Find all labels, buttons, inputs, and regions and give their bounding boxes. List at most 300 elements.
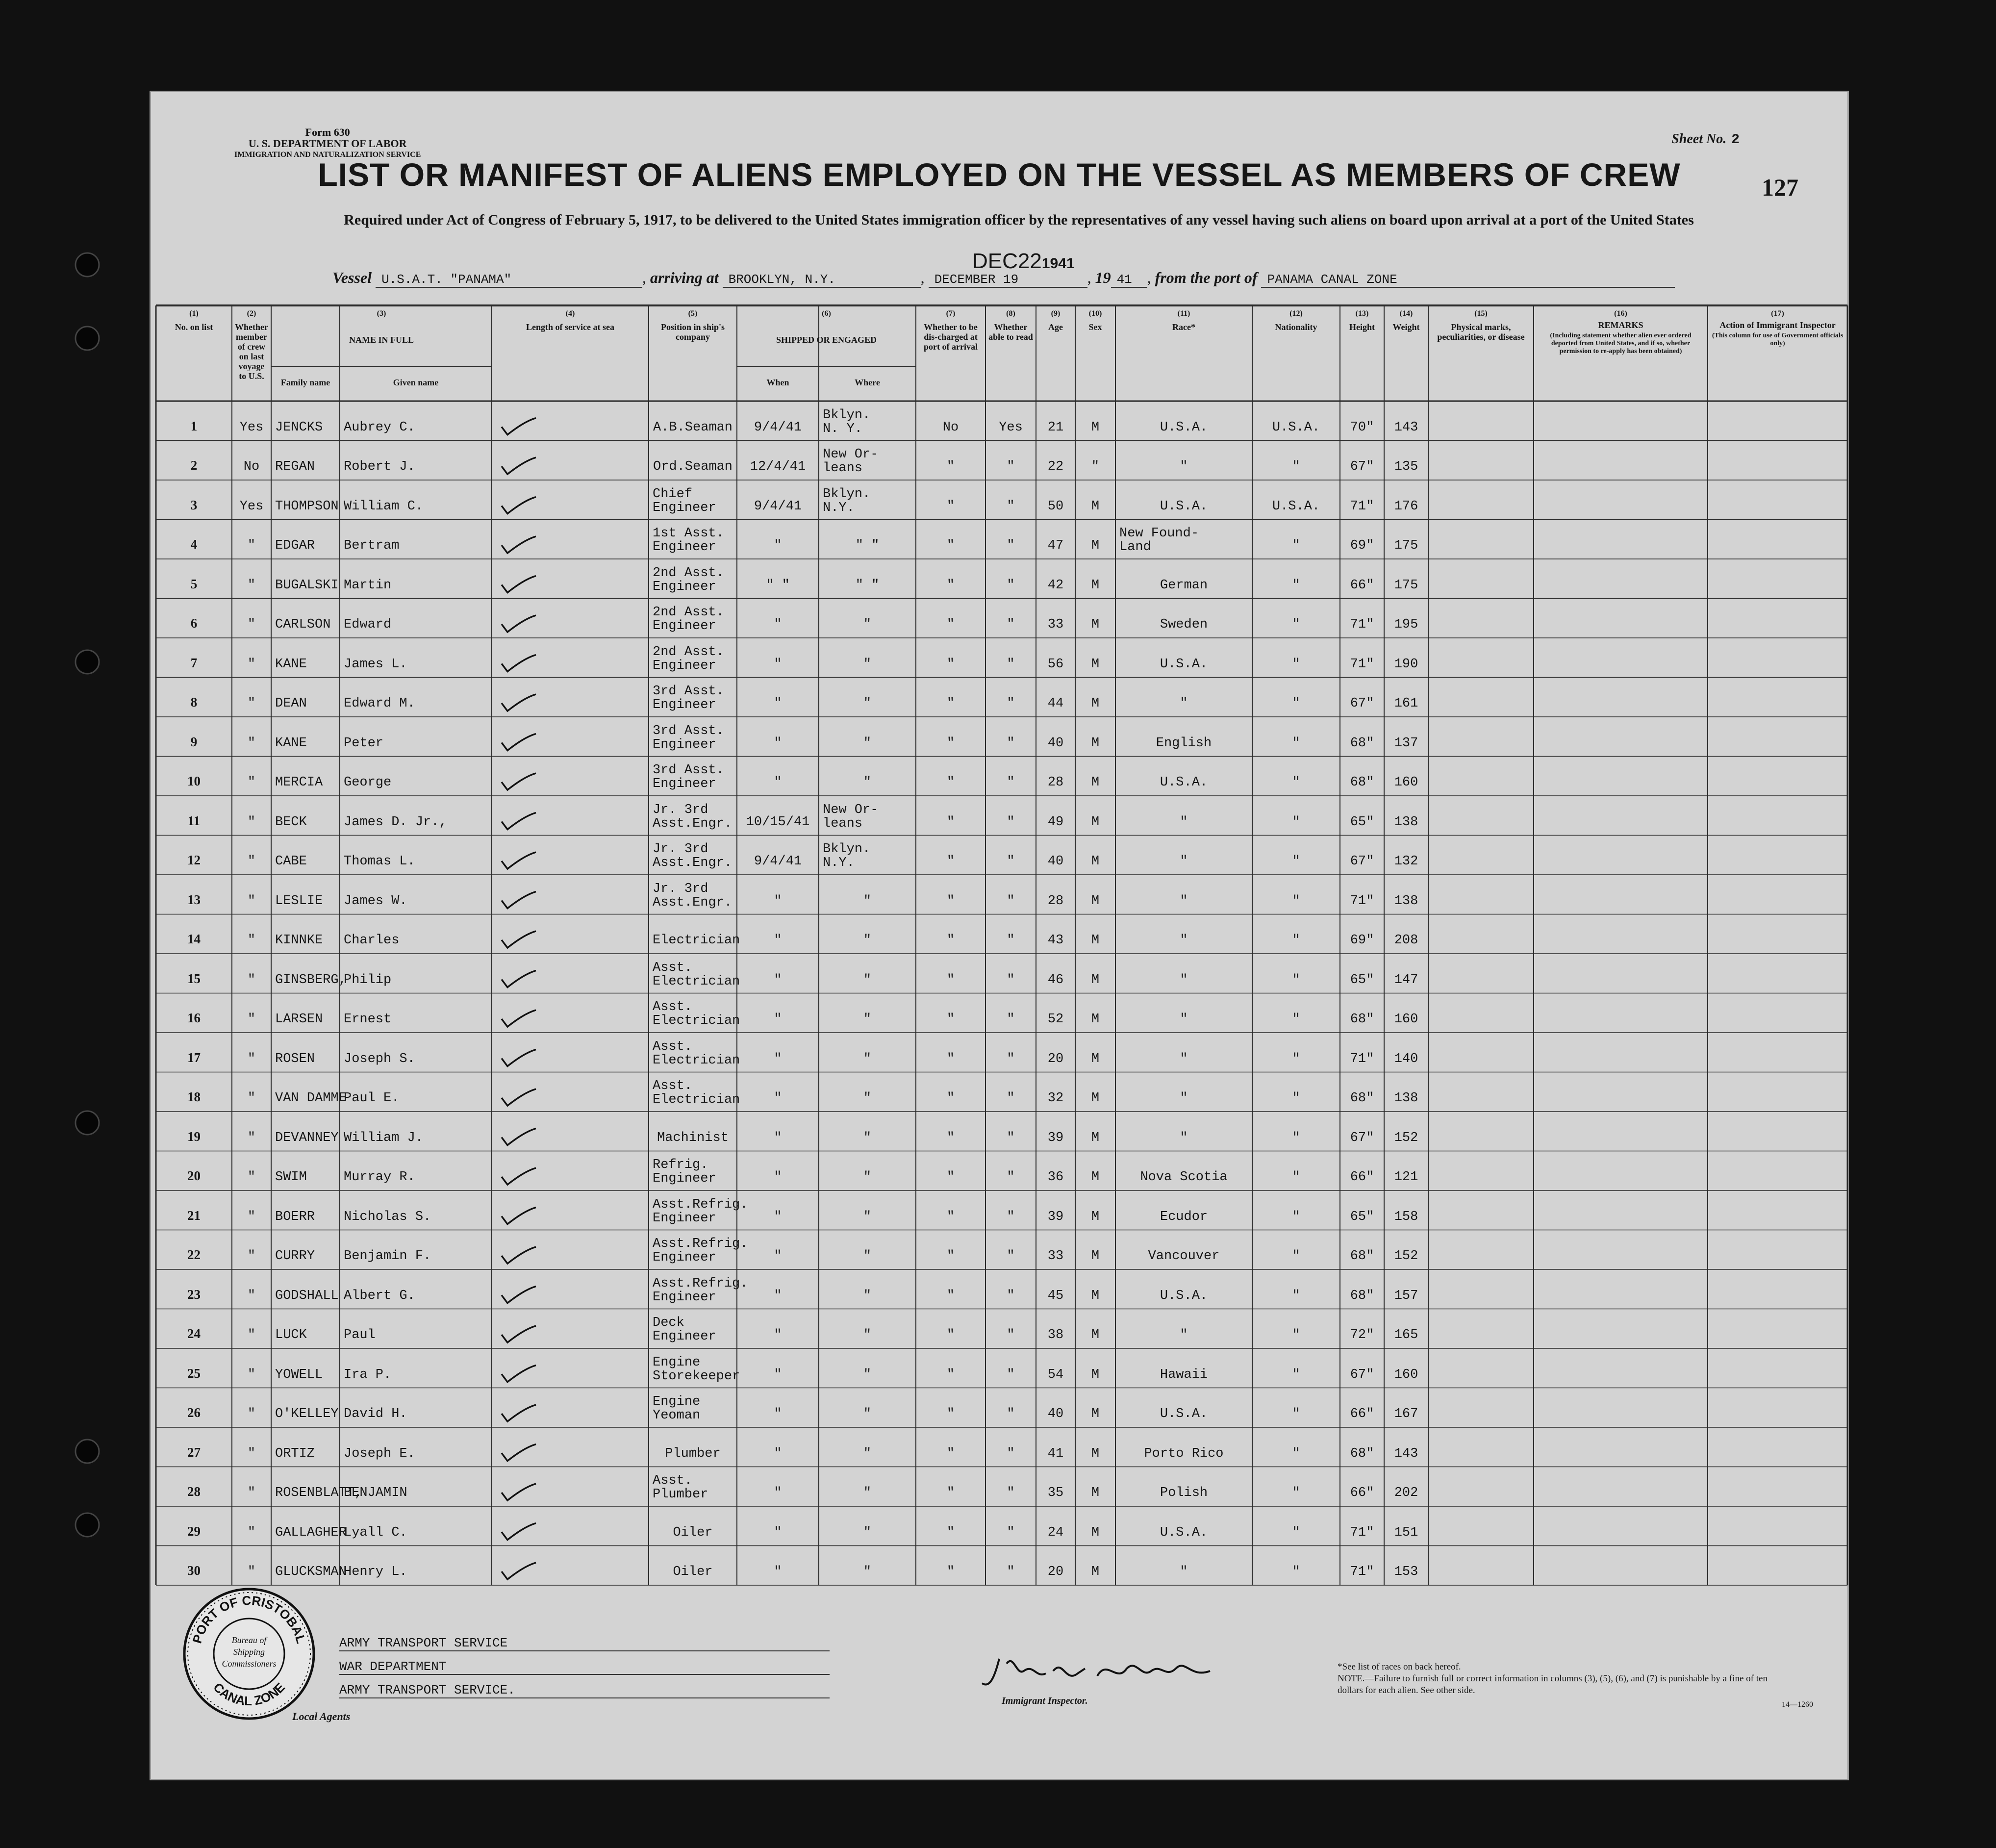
shipped-when: 9/4/41	[754, 854, 802, 869]
position: Asst. Electrician	[653, 1079, 740, 1107]
column-number: (16)	[1614, 309, 1627, 318]
weight: 160	[1394, 1012, 1418, 1027]
column-subheader: Given name	[393, 378, 439, 387]
shipped-where: "	[863, 933, 872, 948]
previous-voyage: Yes	[239, 499, 264, 514]
family-name: ROSEN	[275, 1051, 315, 1066]
age: 50	[1047, 499, 1064, 514]
position: 3rd Asst. Engineer	[653, 684, 724, 712]
position: A.B.Seaman	[653, 420, 733, 435]
column-note: (Including statement whether alien ever ordered deported from United States, and if so, whether permission to re-apply has been obtained)	[1550, 332, 1692, 355]
nationality: "	[1292, 1446, 1300, 1461]
shipped-when: "	[774, 1288, 782, 1303]
height: 68"	[1350, 1446, 1374, 1461]
position: Asst. Electrician	[653, 1000, 740, 1028]
shipped-when: "	[774, 1565, 782, 1579]
position: 2nd Asst. Engineer	[653, 644, 724, 673]
column-header: Weight	[1392, 322, 1420, 332]
able-to-read: "	[1007, 1170, 1015, 1185]
previous-voyage: "	[247, 578, 256, 593]
sex: M	[1091, 1091, 1100, 1106]
family-name: ORTIZ	[275, 1446, 315, 1461]
previous-voyage: "	[247, 1209, 256, 1224]
service-check-mark	[502, 1168, 536, 1185]
shipped-where: "	[863, 775, 872, 790]
sex: M	[1091, 1446, 1100, 1461]
previous-voyage: No	[243, 459, 260, 474]
column-number: (5)	[688, 309, 698, 318]
previous-voyage: "	[247, 1525, 256, 1540]
family-name: CABE	[275, 854, 307, 869]
port-seal	[180, 1585, 318, 1722]
race: Polish	[1160, 1486, 1208, 1500]
row-number: 22	[187, 1247, 201, 1262]
column-number: (9)	[1051, 309, 1061, 318]
position: Asst. Electrician	[653, 1039, 740, 1068]
weight: 157	[1394, 1288, 1418, 1303]
service-check-mark	[502, 1247, 536, 1264]
given-name: Joseph E.	[344, 1446, 415, 1461]
row-number: 29	[187, 1523, 201, 1539]
height: 69"	[1350, 933, 1374, 948]
family-name: VAN DAMME	[275, 1091, 347, 1106]
nationality: "	[1292, 1051, 1300, 1066]
nationality: "	[1292, 538, 1300, 553]
given-name: Nicholas S.	[344, 1209, 431, 1224]
given-name: Paul E.	[344, 1091, 400, 1106]
shipped-where: "	[863, 1328, 872, 1342]
age: 28	[1047, 775, 1064, 790]
previous-voyage: "	[247, 735, 256, 751]
shipped-where: New Or- leans	[823, 802, 879, 831]
given-name: James L.	[344, 657, 407, 672]
discharged: "	[946, 1525, 955, 1540]
able-to-read: "	[1007, 696, 1015, 711]
given-name: William J.	[344, 1130, 424, 1145]
column-header: Age	[1048, 322, 1063, 332]
able-to-read: "	[1007, 499, 1015, 514]
sex: M	[1091, 657, 1100, 672]
shipped-where: " "	[855, 538, 880, 553]
family-name: KANE	[275, 657, 307, 672]
shipped-when: "	[774, 1328, 782, 1342]
weight: 195	[1394, 617, 1418, 632]
column-number: (14)	[1399, 309, 1413, 318]
service-check-mark	[502, 418, 536, 435]
sex: "	[1091, 459, 1100, 474]
height: 71"	[1350, 617, 1374, 632]
row-number: 7	[190, 655, 198, 670]
discharged: "	[946, 1249, 955, 1264]
shipped-when: 9/4/41	[754, 499, 802, 514]
sex: M	[1091, 696, 1100, 711]
sex: M	[1091, 1367, 1100, 1382]
previous-voyage: "	[247, 1051, 256, 1066]
family-name: YOWELL	[275, 1367, 323, 1382]
races-note: *See list of races on back hereof.	[1338, 1662, 1461, 1672]
sheet-value: 2	[1731, 132, 1740, 148]
family-name: JENCKS	[275, 420, 323, 435]
weight: 190	[1394, 657, 1418, 672]
previous-voyage: "	[247, 1367, 256, 1382]
position: Asst.Refrig. Engineer	[653, 1276, 748, 1305]
family-name: BOERR	[275, 1209, 315, 1224]
weight: 135	[1394, 459, 1418, 474]
sex: M	[1091, 1565, 1100, 1579]
column-number: (13)	[1355, 309, 1369, 318]
able-to-read: Yes	[999, 420, 1023, 435]
sex: M	[1091, 617, 1100, 632]
race: "	[1180, 459, 1188, 474]
arriving-label: arriving at	[650, 269, 719, 286]
able-to-read: "	[1007, 1446, 1015, 1461]
discharged: "	[946, 893, 955, 909]
race: "	[1180, 1091, 1188, 1106]
given-name: Robert J.	[344, 459, 415, 474]
sex: M	[1091, 933, 1100, 948]
height: 70"	[1350, 420, 1374, 435]
failure-note: NOTE.—Failure to furnish full or correct information in columns (3), (5), (6), and (7) is punishable by a fine of ten dollars for each alien. See other side.	[1338, 1673, 1768, 1696]
shipped-where: "	[863, 1249, 872, 1264]
age: 32	[1047, 1091, 1064, 1106]
age: 56	[1047, 657, 1064, 672]
service-check-mark	[502, 971, 536, 987]
row-number: 15	[187, 971, 201, 986]
family-name: SWIM	[275, 1170, 307, 1185]
able-to-read: "	[1007, 1328, 1015, 1342]
shipped-where: "	[863, 972, 872, 987]
sex: M	[1091, 1170, 1100, 1185]
service-check-mark	[502, 457, 536, 474]
nationality: U.S.A.	[1272, 499, 1320, 514]
position: Machinist	[657, 1130, 729, 1145]
height: 68"	[1350, 1288, 1374, 1303]
service-check-mark	[502, 1129, 536, 1145]
nationality: "	[1292, 854, 1300, 869]
row-number: 4	[190, 537, 198, 552]
weight: 158	[1394, 1209, 1418, 1224]
position: Refrig. Engineer	[653, 1158, 716, 1186]
able-to-read: "	[1007, 538, 1015, 553]
previous-voyage: "	[247, 1407, 256, 1421]
column-header: Whether able to read	[988, 322, 1033, 342]
discharged: "	[946, 1565, 955, 1579]
arrival-date: DECEMBER 19	[929, 272, 1087, 288]
race: "	[1180, 972, 1188, 987]
family-name: CURRY	[275, 1249, 315, 1264]
height: 71"	[1350, 657, 1374, 672]
service-check-mark	[502, 1010, 536, 1027]
family-name: BUGALSKI	[275, 578, 339, 593]
service-check-mark	[502, 1366, 536, 1382]
age: 22	[1047, 459, 1064, 474]
position: 3rd Asst. Engineer	[653, 763, 724, 791]
shipped-where: "	[863, 1407, 872, 1421]
age: 21	[1047, 420, 1064, 435]
column-subheader: When	[766, 378, 789, 387]
column-header: Nationality	[1275, 322, 1317, 332]
family-name: MERCIA	[275, 775, 323, 790]
age: 35	[1047, 1486, 1064, 1500]
nationality: "	[1292, 1012, 1300, 1027]
family-name: BECK	[275, 814, 307, 830]
given-name: Martin	[344, 578, 392, 593]
age: 20	[1047, 1051, 1064, 1066]
given-name: Joseph S.	[344, 1051, 415, 1066]
discharged: "	[946, 1407, 955, 1421]
previous-voyage: "	[247, 696, 256, 711]
shipped-when: "	[774, 1051, 782, 1066]
sex: M	[1091, 1407, 1100, 1421]
service-check-mark	[502, 1444, 536, 1461]
nationality: "	[1292, 617, 1300, 632]
previous-voyage: "	[247, 893, 256, 909]
race: "	[1180, 1565, 1188, 1579]
shipped-where: "	[863, 735, 872, 751]
height: 68"	[1350, 1249, 1374, 1264]
age: 45	[1047, 1288, 1064, 1303]
race: U.S.A.	[1160, 1407, 1208, 1421]
column-header: Race*	[1172, 322, 1195, 332]
sex: M	[1091, 499, 1100, 514]
shipped-where: "	[863, 617, 872, 632]
arrival-port: BROOKLYN, N.Y.	[723, 272, 921, 288]
height: 67"	[1350, 854, 1374, 869]
shipped-where: New Or- leans	[823, 447, 879, 476]
age: 47	[1047, 538, 1064, 553]
shipped-when: "	[774, 933, 782, 948]
given-name: Ira P.	[344, 1367, 392, 1382]
weight: 165	[1394, 1328, 1418, 1342]
previous-voyage: "	[247, 1486, 256, 1500]
weight: 153	[1394, 1565, 1418, 1579]
age: 38	[1047, 1328, 1064, 1342]
given-name: James W.	[344, 893, 407, 909]
sex: M	[1091, 1525, 1100, 1540]
given-name: Aubrey C.	[344, 420, 415, 435]
page-title: LIST OR MANIFEST OF ALIENS EMPLOYED ON THE VESSEL AS MEMBERS OF CREW	[318, 156, 1681, 193]
sex: M	[1091, 1486, 1100, 1500]
position: 3rd Asst. Engineer	[653, 723, 724, 752]
previous-voyage: "	[247, 617, 256, 632]
row-number: 6	[190, 616, 198, 631]
family-name: ROSENBLATT,	[275, 1486, 363, 1500]
given-name: Ernest	[344, 1012, 392, 1027]
inspector-signature	[980, 1649, 1215, 1693]
given-name: Paul	[344, 1328, 376, 1342]
sex: M	[1091, 420, 1100, 435]
previous-voyage: "	[247, 1012, 256, 1027]
shipped-when: "	[774, 1091, 782, 1106]
service-check-mark	[502, 931, 536, 948]
shipped-where: "	[863, 1446, 872, 1461]
sex: M	[1091, 1209, 1100, 1224]
height: 68"	[1350, 735, 1374, 751]
row-number: 1	[190, 418, 198, 433]
discharged: "	[946, 696, 955, 711]
shipped-where: "	[863, 1525, 872, 1540]
row-number: 16	[187, 1011, 201, 1025]
family-name: KINNKE	[275, 933, 323, 948]
previous-voyage: "	[247, 657, 256, 672]
discharged: "	[946, 1446, 955, 1461]
position: Oiler	[673, 1525, 713, 1540]
column-header: REMARKS	[1598, 320, 1643, 330]
position: Oiler	[673, 1565, 713, 1579]
nationality: "	[1292, 1486, 1300, 1500]
binder-hole	[76, 1513, 99, 1537]
given-name: Murray R.	[344, 1170, 415, 1185]
shipped-when: 12/4/41	[750, 459, 806, 474]
given-name: Bertram	[344, 538, 400, 553]
binder-hole	[76, 1111, 99, 1135]
able-to-read: "	[1007, 1249, 1015, 1264]
service-check-mark	[502, 1208, 536, 1224]
shipped-where: "	[863, 893, 872, 909]
shipped-when: "	[774, 696, 782, 711]
row-number: 12	[187, 853, 201, 867]
able-to-read: "	[1007, 1091, 1015, 1106]
service-check-mark	[502, 576, 536, 593]
family-name: GALLAGHER	[275, 1525, 347, 1540]
position: 2nd Asst. Engineer	[653, 565, 724, 594]
svg-text:Commissioners: Commissioners	[222, 1659, 277, 1669]
subtitle: Required under Act of Congress of February 5, 1917, to be delivered to the United States immigration officer by the representatives of any vessel having such aliens on board upon arrival at a port of the United States	[344, 212, 1694, 228]
svg-text:Bureau of: Bureau of	[231, 1635, 267, 1645]
race: U.S.A.	[1160, 1288, 1208, 1303]
weight: 138	[1394, 893, 1418, 909]
age: 24	[1047, 1525, 1064, 1540]
service-check-mark	[502, 615, 536, 632]
previous-voyage: "	[247, 972, 256, 987]
service-check-mark	[502, 497, 536, 514]
weight: 167	[1394, 1407, 1418, 1421]
able-to-read: "	[1007, 1288, 1015, 1303]
column-number: (8)	[1006, 309, 1015, 318]
family-name: O'KELLEY	[275, 1407, 339, 1421]
shipped-where: "	[863, 1091, 872, 1106]
column-number: (12)	[1289, 309, 1303, 318]
shipped-where: "	[863, 696, 872, 711]
race: "	[1180, 933, 1188, 948]
race: German	[1160, 578, 1208, 593]
voyage-line: Vessel U.S.A.T. "PANAMA" , arriving at BROOKLYN, N.Y. , DECEMBER 19 , 19 41 , from the port of PANAMA CANAL ZONE	[332, 269, 1803, 288]
family-name: LESLIE	[275, 893, 323, 909]
service-check-mark	[502, 536, 536, 553]
given-name: David H.	[344, 1407, 407, 1421]
position: Ord.Seaman	[653, 459, 733, 474]
service-check-mark	[502, 734, 536, 751]
column-header: Action of Immigrant Inspector	[1719, 320, 1836, 330]
department: U. S. DEPARTMENT OF LABOR	[248, 137, 407, 150]
weight: 121	[1394, 1170, 1418, 1185]
weight: 175	[1394, 578, 1418, 593]
local-agents-label: Local Agents	[292, 1710, 351, 1722]
form-number: Form 630	[305, 126, 350, 138]
previous-voyage: "	[247, 1288, 256, 1303]
height: 71"	[1350, 1051, 1374, 1066]
weight: 152	[1394, 1130, 1418, 1145]
row-number: 11	[187, 813, 201, 828]
row-number: 13	[187, 892, 201, 907]
previous-voyage: "	[247, 854, 256, 869]
service-check-mark	[502, 852, 536, 869]
discharged: "	[946, 854, 955, 869]
service-check-mark	[502, 1050, 536, 1066]
sex: M	[1091, 1288, 1100, 1303]
shipped-when: "	[774, 775, 782, 790]
stamp-day: DEC22	[972, 249, 1042, 273]
height: 67"	[1350, 459, 1374, 474]
weight: 175	[1394, 538, 1418, 553]
race: U.S.A.	[1160, 420, 1208, 435]
discharged: "	[946, 1288, 955, 1303]
weight: 160	[1394, 1367, 1418, 1382]
discharged: "	[946, 1170, 955, 1185]
shipped-where: " "	[855, 578, 880, 593]
column-header: Whether member of crew on last voyage to U.S.	[235, 322, 268, 381]
given-name: Peter	[344, 735, 384, 751]
position: Asst.Refrig. Engineer	[653, 1237, 748, 1265]
race: "	[1180, 1328, 1188, 1342]
given-name: BENJAMIN	[344, 1486, 407, 1500]
height: 71"	[1350, 893, 1374, 909]
age: 54	[1047, 1367, 1064, 1382]
row-number: 5	[190, 576, 198, 591]
year-century: 19	[1095, 269, 1111, 286]
height: 65"	[1350, 814, 1374, 830]
able-to-read: "	[1007, 578, 1015, 593]
sex: M	[1091, 1130, 1100, 1145]
able-to-read: "	[1007, 775, 1015, 790]
height: 67"	[1350, 1130, 1374, 1145]
discharged: "	[946, 972, 955, 987]
sex: M	[1091, 578, 1100, 593]
shipped-where: "	[863, 1486, 872, 1500]
shipped-when: "	[774, 893, 782, 909]
inspector-label: Immigrant Inspector.	[1002, 1696, 1088, 1706]
service-check-mark	[502, 655, 536, 672]
height: 67"	[1350, 1367, 1374, 1382]
binder-hole	[76, 650, 99, 674]
shipped-when: " "	[766, 578, 790, 593]
shipped-when: 9/4/41	[754, 420, 802, 435]
nationality: "	[1292, 1170, 1300, 1185]
sex: M	[1091, 735, 1100, 751]
sex: M	[1091, 854, 1100, 869]
discharged: "	[946, 459, 955, 474]
position: Electrician	[653, 933, 740, 948]
column-number: (7)	[946, 309, 956, 318]
family-name: DEAN	[275, 696, 307, 711]
position: Deck Engineer	[653, 1316, 716, 1344]
column-number: (6)	[822, 309, 831, 318]
svg-text:CANAL ZONE: CANAL ZONE	[210, 1679, 288, 1709]
sex: M	[1091, 1051, 1100, 1066]
discharged: No	[942, 420, 959, 435]
column-number: (17)	[1771, 309, 1784, 318]
agent-line: WAR DEPARTMENT	[339, 1659, 830, 1675]
nationality: "	[1292, 1565, 1300, 1579]
age: 20	[1047, 1565, 1064, 1579]
column-header: Length of service at sea	[526, 322, 614, 332]
nationality: "	[1292, 893, 1300, 909]
family-name: EDGAR	[275, 538, 315, 553]
column-number: (4)	[565, 309, 575, 318]
shipped-where: "	[863, 1288, 872, 1303]
height: 72"	[1350, 1328, 1374, 1342]
form-reference: 14—1260	[1782, 1700, 1813, 1709]
